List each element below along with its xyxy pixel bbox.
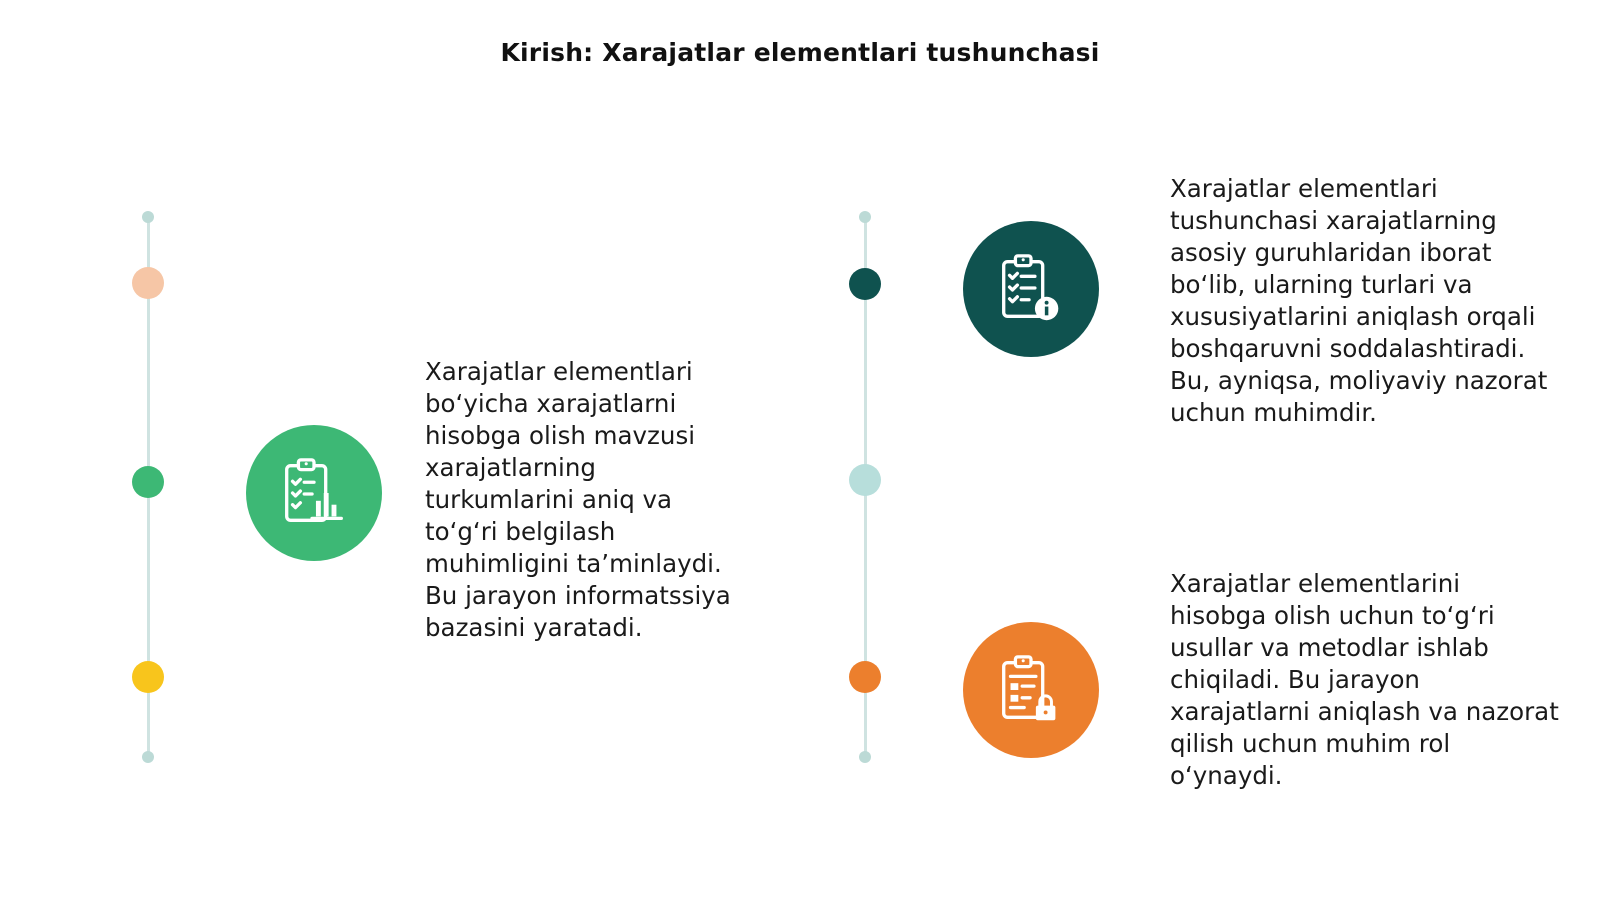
timeline-dot-light-teal bbox=[849, 464, 881, 496]
timeline-end-dot bbox=[142, 751, 154, 763]
item-text: Xarajatlar elementlarini hisobga olish uchun to‘g‘ri usullar va metodlar ishlab chiqiladi. Bu jarayon xarajatlarni aniqlash va nazorat qilish uchun muhim rol o‘ynaydi. bbox=[1170, 569, 1559, 790]
timeline-dot-peach bbox=[132, 267, 164, 299]
clipboard-info-icon bbox=[963, 221, 1099, 357]
timeline-end-dot bbox=[142, 211, 154, 223]
timeline-dot-orange bbox=[849, 661, 881, 693]
timeline-dot-green bbox=[132, 466, 164, 498]
left-timeline bbox=[128, 212, 168, 762]
right-timeline bbox=[845, 212, 885, 762]
timeline-end-dot bbox=[859, 751, 871, 763]
timeline-end-dot bbox=[859, 211, 871, 223]
timeline-dot-dark-teal bbox=[849, 268, 881, 300]
clipboard-chart-icon bbox=[246, 425, 382, 561]
slide-title: Kirish: Xarajatlar elementlari tushunchasi bbox=[500, 38, 1100, 67]
timeline-dot-yellow bbox=[132, 661, 164, 693]
item-text: Xarajatlar elementlari tushunchasi xarajatlarning asosiy guruhlaridan iborat bo‘lib, ularning turlari va xususiyatlarini aniqlash orqali boshqaruvni soddalashtiradi. Bu, ayniqsa, moliyaviy nazorat uchun muhimdir. bbox=[1170, 174, 1548, 427]
item-text: Xarajatlar elementlari bo‘yicha xarajatlarni hisobga olish mavzusi xarajatlarning turkumlarini aniq va to‘g‘ri belgilash muhimligini ta’minlaydi. Bu jarayon informatssiya bazasini yaratadi. bbox=[425, 357, 731, 642]
clipboard-lock-icon bbox=[963, 622, 1099, 758]
